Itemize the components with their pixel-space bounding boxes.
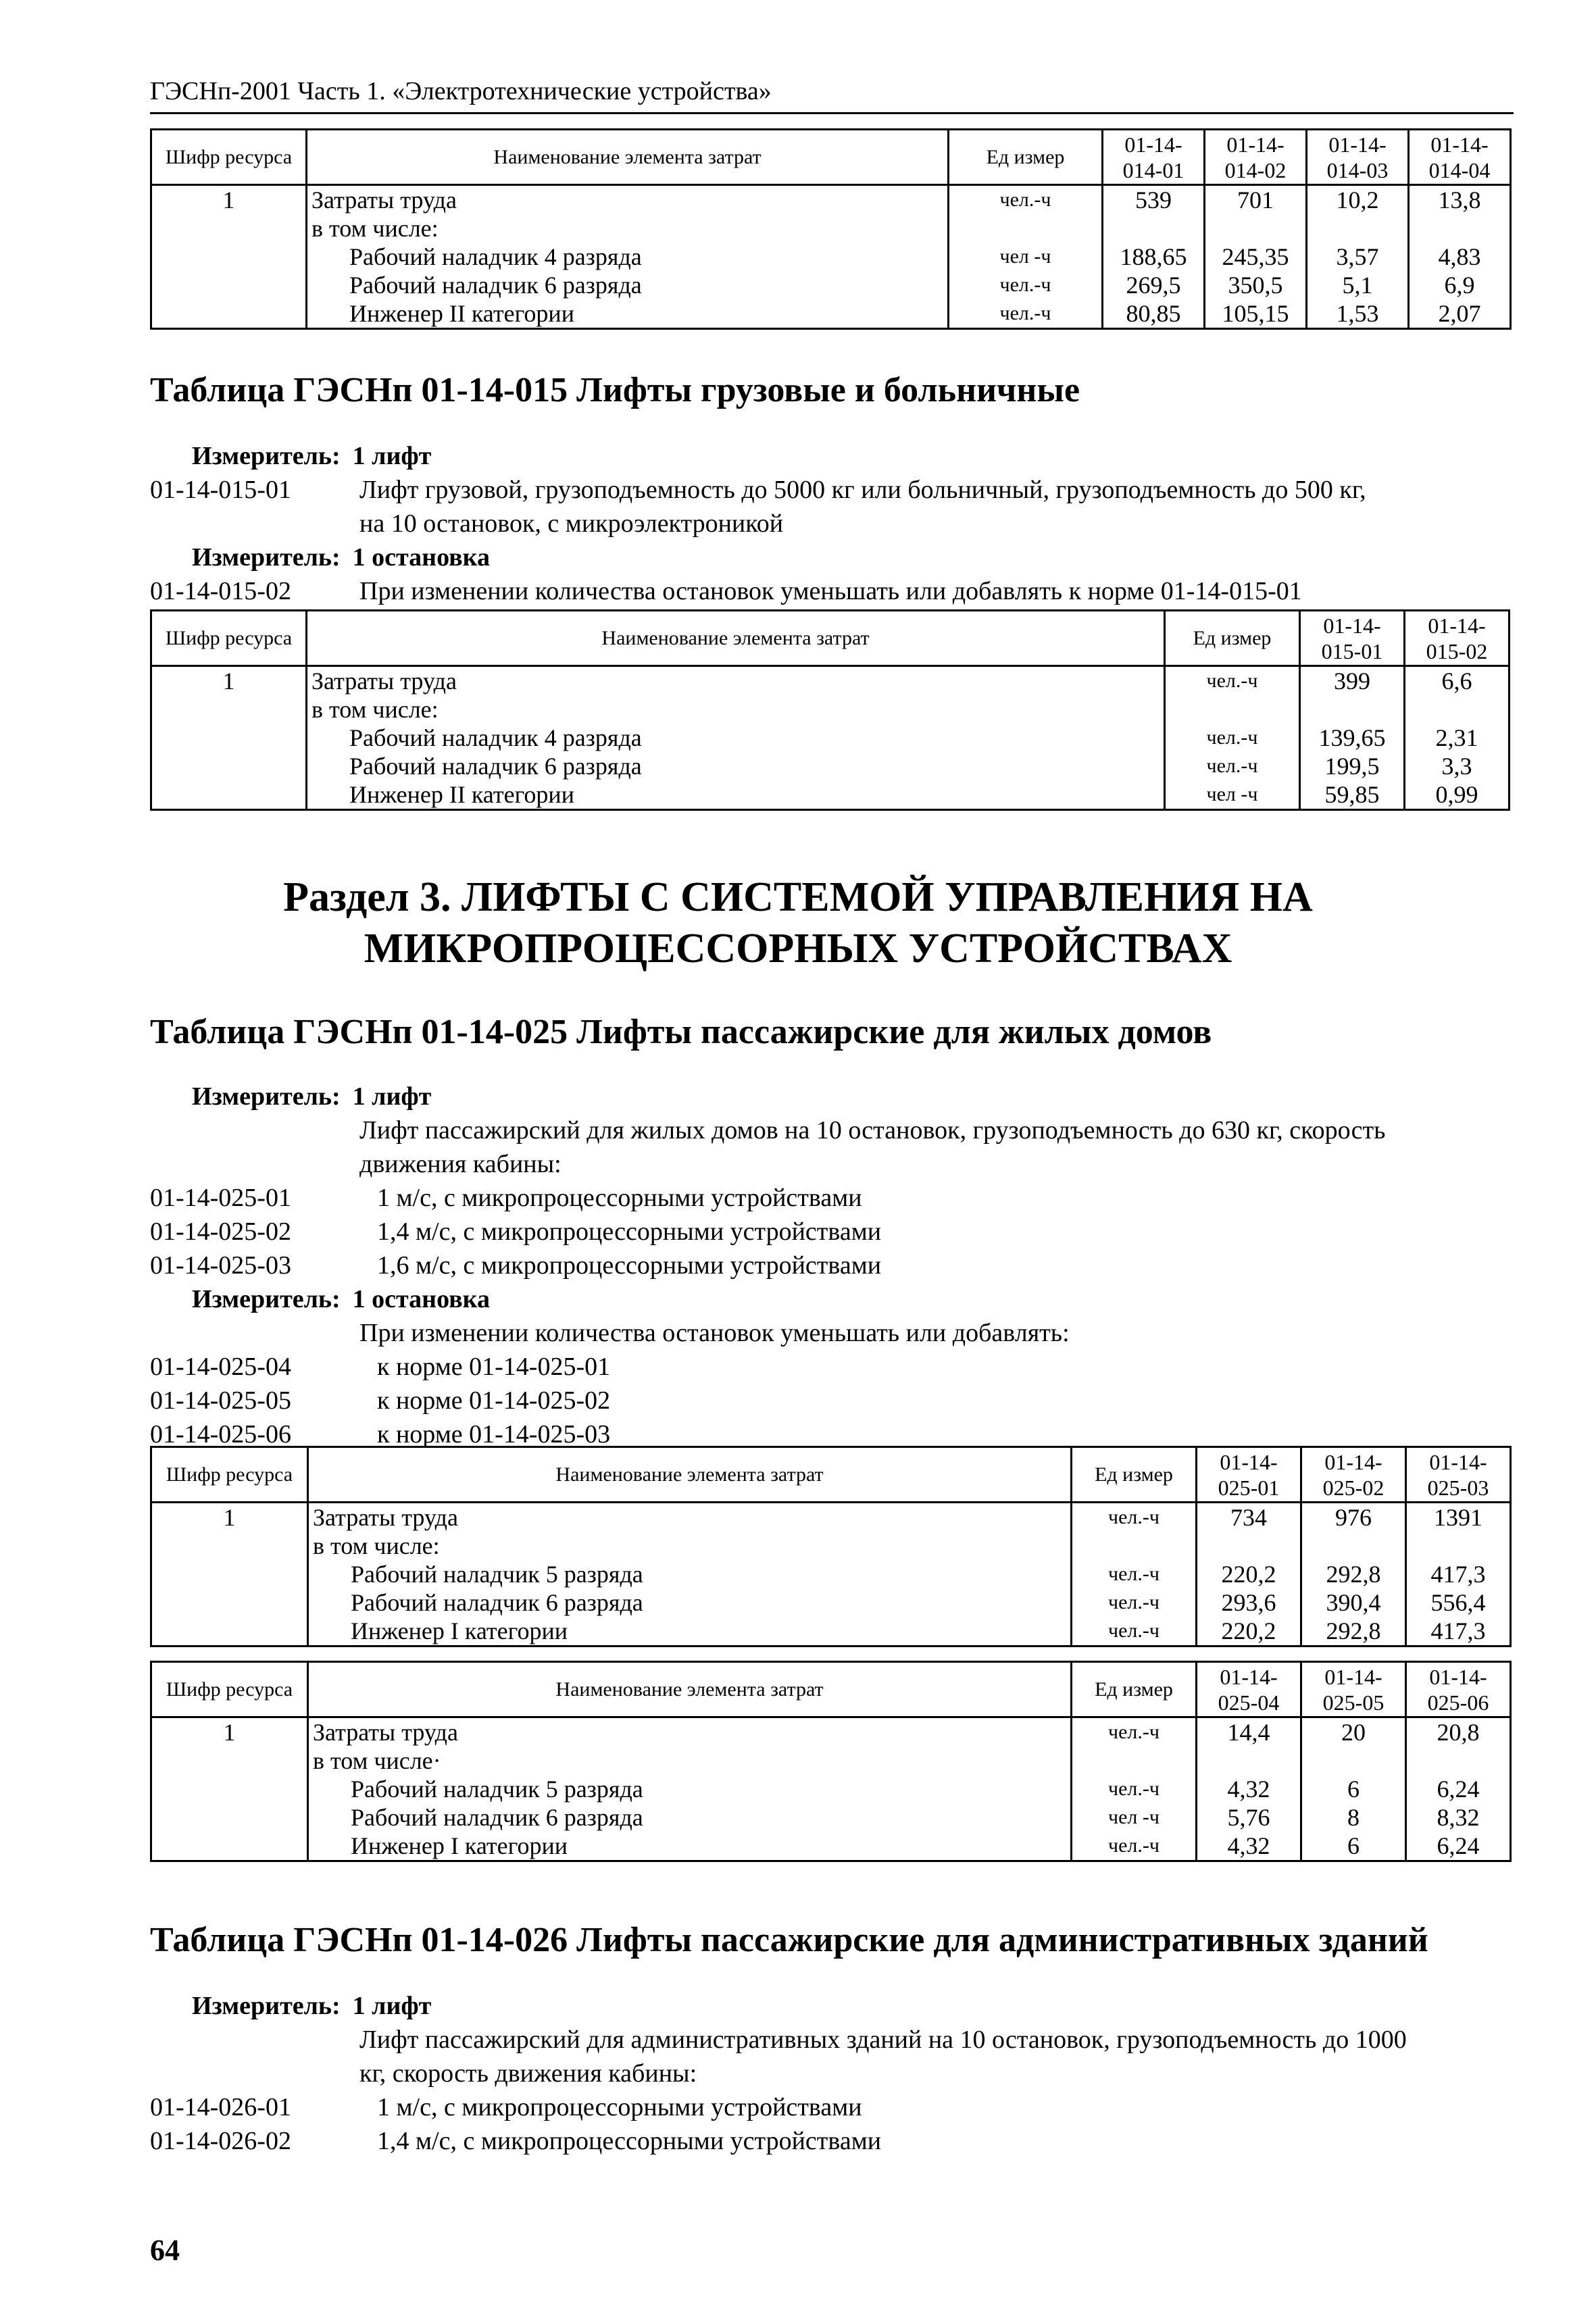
norm-code: 01-14-025-06: [150, 1420, 291, 1449]
col-header-unit: Ед измер: [949, 130, 1103, 185]
norm-item: [150, 473, 1528, 507]
running-header: ГЭСНп-2001 Часть 1. «Электротехнические устройства»: [150, 76, 1514, 114]
value-cell: [1201, 1532, 1296, 1560]
norm-code-header: 01-14-025-02: [1301, 1447, 1406, 1503]
value-cell: 105,15: [1222, 300, 1289, 327]
norm-table-025-a: [150, 1446, 1512, 1647]
norm-code: 01-14-025-01: [150, 1184, 291, 1212]
norm-description-025: [150, 1080, 1528, 1451]
norm-code-header: 01-14-025-05: [1301, 1662, 1406, 1717]
value-cell: [1306, 1746, 1401, 1775]
meter-line: [150, 1282, 1528, 1316]
resource-name: Рабочий наладчик 6 разряда: [351, 1589, 643, 1616]
unit-cell: чел -ч: [1108, 1806, 1159, 1828]
intro-line: [150, 1316, 1528, 1350]
unit-column: [1072, 1503, 1197, 1646]
norm-code: 01-14-025-02: [150, 1217, 291, 1246]
norm-description-015: [150, 439, 1528, 608]
norm-code-header: 01-14-014-03: [1307, 130, 1409, 185]
value-cell: 293,6: [1221, 1589, 1276, 1616]
norm-code: 01-14-026-02: [150, 2127, 291, 2155]
unit-cell: чел.-ч: [1108, 1563, 1159, 1585]
section-heading: [0, 872, 1596, 974]
norm-text: Лифт грузовой, грузоподъемность до 5000 кг или больничный, грузоподъемность до 500 кг,: [359, 476, 1366, 504]
resource-name: Инженер I категории: [351, 1617, 568, 1644]
intro-text: При изменении количества остановок уменьшать или добавлять:: [359, 1319, 1070, 1347]
resource-names: [307, 185, 949, 329]
value-cell: 10,2: [1336, 186, 1379, 213]
norm-item: [150, 1350, 1528, 1384]
value-column: [1103, 185, 1205, 329]
value-cell: 0,99: [1435, 781, 1478, 808]
resource-name: Затраты труда: [311, 668, 457, 695]
section-heading-line: Раздел 3. ЛИФТЫ С СИСТЕМОЙ УПРАВЛЕНИЯ НА: [283, 874, 1313, 920]
value-cell: 417,3: [1430, 1617, 1486, 1644]
resource-name: Рабочий наладчик 4 разряда: [349, 724, 642, 751]
col-header-name: Наименование элемента затрат: [308, 1447, 1072, 1503]
value-cell: 2,07: [1438, 300, 1481, 327]
intro-line: [150, 2057, 1528, 2090]
unit-cell: чел.-ч: [1108, 1506, 1159, 1528]
resource-name: Затраты труда: [313, 1719, 458, 1746]
unit-cell: чел.-ч: [999, 188, 1051, 211]
resource-code: 1: [151, 1503, 308, 1646]
norm-code-header: 01-14-014-02: [1205, 130, 1307, 185]
meter-label: Измеритель:: [192, 543, 341, 572]
norm-text: 1 м/с, с микропроцессорными устройствами: [377, 1184, 862, 1212]
meter-line: [150, 439, 1528, 473]
value-cell: [1312, 214, 1403, 243]
table-title-015: Таблица ГЭСНп 01-14-015 Лифты грузовые и больничные: [150, 371, 1080, 409]
resource-name: Рабочий наладчик 5 разряда: [351, 1776, 643, 1803]
norm-code-header: 01-14-025-04: [1197, 1662, 1301, 1717]
value-cell: [1306, 1532, 1401, 1560]
value-cell: 1391: [1434, 1504, 1482, 1531]
norm-code-header: 01-14-015-02: [1405, 611, 1510, 666]
norm-item: [150, 1249, 1528, 1282]
resource-name: Рабочий наладчик 4 разряда: [349, 243, 642, 270]
value-cell: 292,8: [1326, 1561, 1381, 1588]
norm-text: 1,6 м/с, с микропроцессорными устройствами: [377, 1251, 882, 1280]
meter-label: Измеритель:: [192, 1992, 341, 2020]
norm-item: [150, 2124, 1528, 2158]
unit-cell: [1076, 1532, 1191, 1560]
resource-name: Рабочий наладчик 6 разряда: [349, 272, 642, 299]
value-column: [1409, 185, 1511, 329]
value-cell: 292,8: [1326, 1617, 1381, 1644]
value-cell: 8,32: [1437, 1804, 1480, 1831]
meter-label: Измеритель:: [192, 1285, 341, 1313]
resource-code: 1: [151, 666, 307, 810]
norm-code: 01-14-026-01: [150, 2093, 291, 2121]
intro-line: [150, 2023, 1528, 2057]
unit-cell: чел.-ч: [999, 274, 1051, 296]
meter-line: [150, 540, 1528, 574]
value-cell: 2,31: [1435, 724, 1478, 751]
value-cell: 1,53: [1336, 300, 1379, 327]
unit-column: [1165, 666, 1300, 810]
norm-table-025-b: [150, 1661, 1512, 1862]
resource-code: 1: [151, 1717, 308, 1861]
unit-cell: чел.-ч: [1206, 755, 1258, 777]
value-cell: 8: [1347, 1804, 1360, 1831]
norm-text: 1,4 м/с, с микропроцессорными устройствами: [377, 1217, 882, 1246]
intro-text: кг, скорость движения кабины:: [359, 2059, 697, 2088]
unit-cell: чел.-ч: [1206, 670, 1258, 692]
norm-text: 1,4 м/с, с микропроцессорными устройствами: [377, 2127, 882, 2155]
resource-name: Затраты труда: [313, 1504, 458, 1531]
value-cell: 417,3: [1430, 1561, 1486, 1588]
value-cell: 199,5: [1324, 753, 1380, 780]
resource-name: в том числе·: [313, 1747, 441, 1774]
norm-item: [150, 1181, 1528, 1215]
norm-code-header: 01-14-015-01: [1300, 611, 1405, 666]
resource-name: Инженер II категории: [349, 300, 574, 327]
norm-code: 01-14-025-05: [150, 1386, 291, 1415]
value-cell: 3,3: [1441, 753, 1472, 780]
value-cell: 14,4: [1227, 1719, 1270, 1746]
unit-cell: [1170, 695, 1295, 724]
page-number: 64: [150, 2234, 180, 2267]
meter-value: 1 лифт: [352, 442, 432, 470]
meter-label: Измеритель:: [192, 1082, 341, 1111]
col-header-code: Шифр ресурса: [151, 1662, 308, 1717]
unit-cell: чел.-ч: [1206, 726, 1258, 749]
unit-cell: чел.-ч: [1108, 1778, 1159, 1800]
unit-column: [1072, 1717, 1197, 1861]
value-cell: 5,1: [1342, 272, 1373, 299]
col-header-code: Шифр ресурса: [151, 611, 307, 666]
resource-name: Инженер I категории: [351, 1832, 568, 1859]
value-column: [1205, 185, 1307, 329]
value-cell: 390,4: [1326, 1589, 1381, 1616]
resource-names: [308, 1503, 1072, 1646]
meter-value: 1 остановка: [352, 543, 490, 572]
value-cell: 220,2: [1221, 1561, 1276, 1588]
unit-cell: чел -ч: [1206, 783, 1258, 805]
unit-cell: [953, 214, 1097, 243]
norm-text: При изменении количества остановок уменьшать или добавлять к норме 01-14-015-01: [359, 577, 1302, 605]
norm-code: 01-14-025-04: [150, 1353, 291, 1381]
norm-code-header: 01-14-025-03: [1406, 1447, 1511, 1503]
resource-name: в том числе:: [311, 696, 439, 723]
value-column: [1406, 1503, 1511, 1646]
unit-cell: чел.-ч: [1108, 1619, 1159, 1642]
value-cell: 556,4: [1430, 1589, 1486, 1616]
norm-text: к норме 01-14-025-01: [377, 1353, 611, 1381]
intro-text: Лифт пассажирский для административных зданий на 10 остановок, грузоподъемность до 1000: [359, 2026, 1407, 2054]
norm-table-014: [150, 128, 1512, 330]
norm-code-header: 01-14-025-01: [1197, 1447, 1301, 1503]
unit-cell: чел -ч: [999, 245, 1051, 268]
value-column: [1406, 1717, 1511, 1861]
value-cell: 3,57: [1336, 243, 1379, 270]
meter-value: 1 лифт: [352, 1082, 432, 1111]
unit-cell: чел.-ч: [1108, 1591, 1159, 1613]
value-cell: [1201, 1746, 1296, 1775]
value-cell: 6,9: [1444, 272, 1475, 299]
value-column: [1197, 1717, 1301, 1861]
resource-name: Рабочий наладчик 6 разряда: [351, 1804, 643, 1831]
meter-line: [150, 1080, 1528, 1113]
resource-name: Рабочий наладчик 6 разряда: [349, 753, 642, 780]
value-cell: 734: [1230, 1504, 1267, 1531]
table-title-025: Таблица ГЭСНп 01-14-025 Лифты пассажирские для жилых домов: [150, 1013, 1212, 1051]
value-cell: 269,5: [1126, 272, 1181, 299]
col-header-name: Наименование элемента затрат: [307, 130, 949, 185]
value-cell: 539: [1135, 186, 1172, 213]
resource-names: [307, 666, 1165, 810]
value-column: [1300, 666, 1405, 810]
value-cell: 4,32: [1227, 1776, 1270, 1803]
resource-name: в том числе:: [313, 1532, 440, 1559]
col-header-unit: Ед измер: [1072, 1662, 1197, 1717]
value-cell: 976: [1335, 1504, 1372, 1531]
value-column: [1405, 666, 1510, 810]
unit-cell: [1076, 1746, 1191, 1775]
value-cell: 220,2: [1221, 1617, 1276, 1644]
norm-item-cont: [150, 507, 1528, 540]
norm-table-015: [150, 609, 1510, 811]
intro-text: движения кабины:: [359, 1150, 562, 1178]
value-column: [1301, 1503, 1406, 1646]
resource-name: Инженер II категории: [349, 781, 574, 808]
meter-line: [150, 1989, 1528, 2023]
value-cell: 20,8: [1437, 1719, 1480, 1746]
value-cell: 6,6: [1441, 668, 1472, 695]
value-cell: [1411, 1532, 1505, 1560]
intro-text: Лифт пассажирский для жилых домов на 10 остановок, грузоподъемность до 630 кг, скорость: [359, 1116, 1386, 1145]
meter-label: Измеритель:: [192, 442, 341, 470]
norm-text: к норме 01-14-025-03: [377, 1420, 611, 1449]
value-cell: [1410, 695, 1504, 724]
meter-value: 1 лифт: [352, 1992, 432, 2020]
value-cell: 80,85: [1126, 300, 1181, 327]
norm-code: 01-14-025-03: [150, 1251, 291, 1280]
resource-name: Затраты труда: [311, 186, 457, 213]
norm-item: [150, 1215, 1528, 1249]
value-cell: 4,83: [1438, 243, 1481, 270]
norm-text: на 10 остановок, с микроэлектроникой: [359, 509, 784, 538]
value-cell: 6,24: [1437, 1776, 1480, 1803]
unit-column: [949, 185, 1103, 329]
value-cell: 701: [1237, 186, 1274, 213]
value-cell: 350,5: [1228, 272, 1283, 299]
table-title-026: Таблица ГЭСНп 01-14-026 Лифты пассажирские для административных зданий: [150, 1921, 1428, 1959]
value-cell: 245,35: [1222, 243, 1289, 270]
norm-item: [150, 2090, 1528, 2124]
unit-cell: чел.-ч: [1108, 1721, 1159, 1743]
unit-cell: чел.-ч: [999, 302, 1051, 324]
meter-value: 1 остановка: [352, 1285, 490, 1313]
value-cell: 188,65: [1120, 243, 1187, 270]
col-header-name: Наименование элемента затрат: [308, 1662, 1072, 1717]
value-column: [1197, 1503, 1301, 1646]
value-cell: 4,32: [1227, 1832, 1270, 1859]
unit-cell: чел.-ч: [1108, 1834, 1159, 1857]
value-cell: 139,65: [1318, 724, 1386, 751]
value-cell: 13,8: [1438, 186, 1481, 213]
value-cell: 20: [1341, 1719, 1366, 1746]
col-header-unit: Ед измер: [1165, 611, 1300, 666]
value-cell: 399: [1334, 668, 1370, 695]
value-column: [1301, 1717, 1406, 1861]
value-cell: 5,76: [1227, 1804, 1270, 1831]
value-cell: [1107, 214, 1199, 243]
norm-code-header: 01-14-014-01: [1103, 130, 1205, 185]
intro-line: [150, 1113, 1528, 1147]
value-cell: [1414, 214, 1505, 243]
value-cell: 6: [1347, 1832, 1360, 1859]
value-cell: [1411, 1746, 1505, 1775]
resource-name: в том числе:: [311, 215, 439, 242]
col-header-name: Наименование элемента затрат: [307, 611, 1165, 666]
value-cell: 6,24: [1437, 1832, 1480, 1859]
norm-item: [150, 574, 1528, 608]
intro-line: [150, 1147, 1528, 1181]
value-cell: 59,85: [1324, 781, 1380, 808]
resource-names: [308, 1717, 1072, 1861]
value-cell: [1210, 214, 1301, 243]
norm-item: [150, 1384, 1528, 1417]
norm-code: 01-14-015-02: [150, 577, 291, 605]
norm-text: 1 м/с, с микропроцессорными устройствами: [377, 2093, 862, 2121]
norm-code-header: 01-14-025-06: [1406, 1662, 1511, 1717]
norm-text: к норме 01-14-025-02: [377, 1386, 611, 1415]
norm-code-header: 01-14-014-04: [1409, 130, 1511, 185]
resource-name: Рабочий наладчик 5 разряда: [351, 1561, 643, 1588]
value-cell: 6: [1347, 1776, 1360, 1803]
norm-code: 01-14-015-01: [150, 476, 291, 504]
resource-code: 1: [151, 185, 307, 329]
value-column: [1307, 185, 1409, 329]
value-cell: [1305, 695, 1399, 724]
col-header-code: Шифр ресурса: [151, 1447, 308, 1503]
col-header-unit: Ед измер: [1072, 1447, 1197, 1503]
norm-description-026: [150, 1989, 1528, 2158]
col-header-code: Шифр ресурса: [151, 130, 307, 185]
section-heading-line: МИКРОПРОЦЕССОРНЫХ УСТРОЙСТВАХ: [364, 926, 1232, 972]
